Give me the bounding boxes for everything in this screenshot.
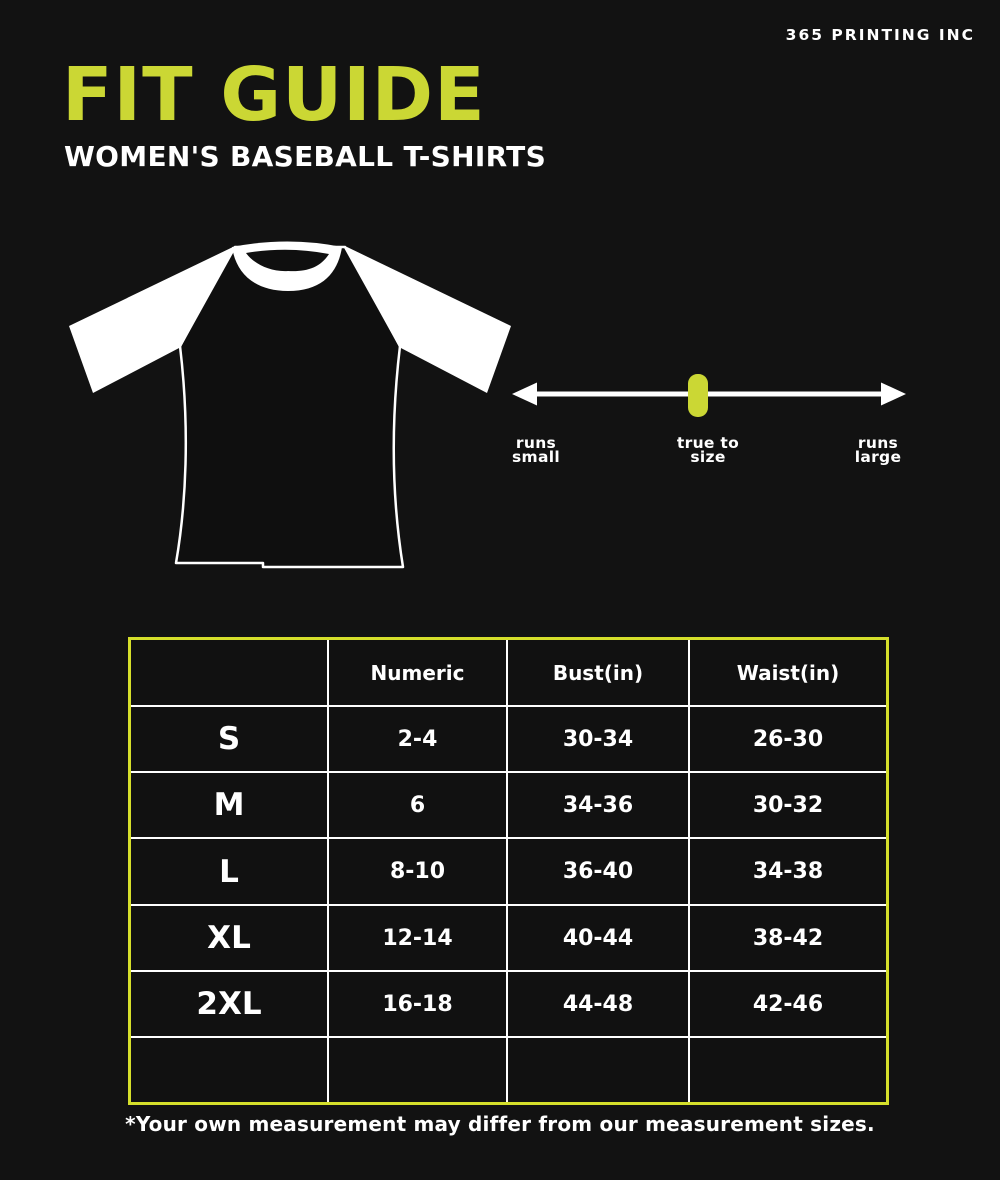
value-cell: 34-38: [690, 839, 886, 904]
value-cell: 16-18: [329, 972, 506, 1036]
shirt-body: [176, 247, 403, 567]
empty-cell: [131, 1038, 327, 1102]
page-subtitle: WOMEN'S BASEBALL T-SHIRTS: [64, 140, 547, 173]
size-cell: L: [131, 839, 327, 904]
value-cell: 40-44: [508, 906, 688, 970]
size-cell: S: [131, 707, 327, 771]
empty-cell: [508, 1038, 688, 1102]
size-cell: M: [131, 773, 327, 837]
header-cell-numeric: Numeric: [329, 640, 506, 705]
header-cell-waist: Waist(in): [690, 640, 886, 705]
value-cell: 2-4: [329, 707, 506, 771]
fit-scale-arrow: [500, 360, 920, 430]
brand-text: 365 PRINTING INC: [785, 26, 975, 44]
value-cell: 8-10: [329, 839, 506, 904]
scale-label-runs-small: runs small: [512, 434, 560, 466]
value-cell: 38-42: [690, 906, 886, 970]
value-cell: 26-30: [690, 707, 886, 771]
value-cell: 36-40: [508, 839, 688, 904]
value-cell: 12-14: [329, 906, 506, 970]
value-cell: 30-32: [690, 773, 886, 837]
empty-cell: [690, 1038, 886, 1102]
baseball-tshirt-icon: [50, 222, 530, 582]
value-cell: 42-46: [690, 972, 886, 1036]
size-table: [128, 637, 889, 1105]
size-cell: XL: [131, 906, 327, 970]
page-title: FIT GUIDE: [62, 52, 486, 138]
measurement-footnote: *Your own measurement may differ from our measurement sizes.: [125, 1112, 875, 1136]
size-cell: 2XL: [131, 972, 327, 1036]
value-cell: 6: [329, 773, 506, 837]
arrowhead-right-icon: [881, 383, 906, 406]
header-cell-empty: [131, 640, 327, 705]
scale-label-true-to-size: true to size: [676, 434, 740, 466]
value-cell: 44-48: [508, 972, 688, 1036]
header-cell-bust: Bust(in): [508, 640, 688, 705]
value-cell: 34-36: [508, 773, 688, 837]
scale-label-runs-large: runs large: [854, 434, 902, 466]
empty-cell: [329, 1038, 506, 1102]
arrowhead-left-icon: [512, 383, 537, 406]
value-cell: 30-34: [508, 707, 688, 771]
fit-indicator-marker: [688, 374, 708, 417]
